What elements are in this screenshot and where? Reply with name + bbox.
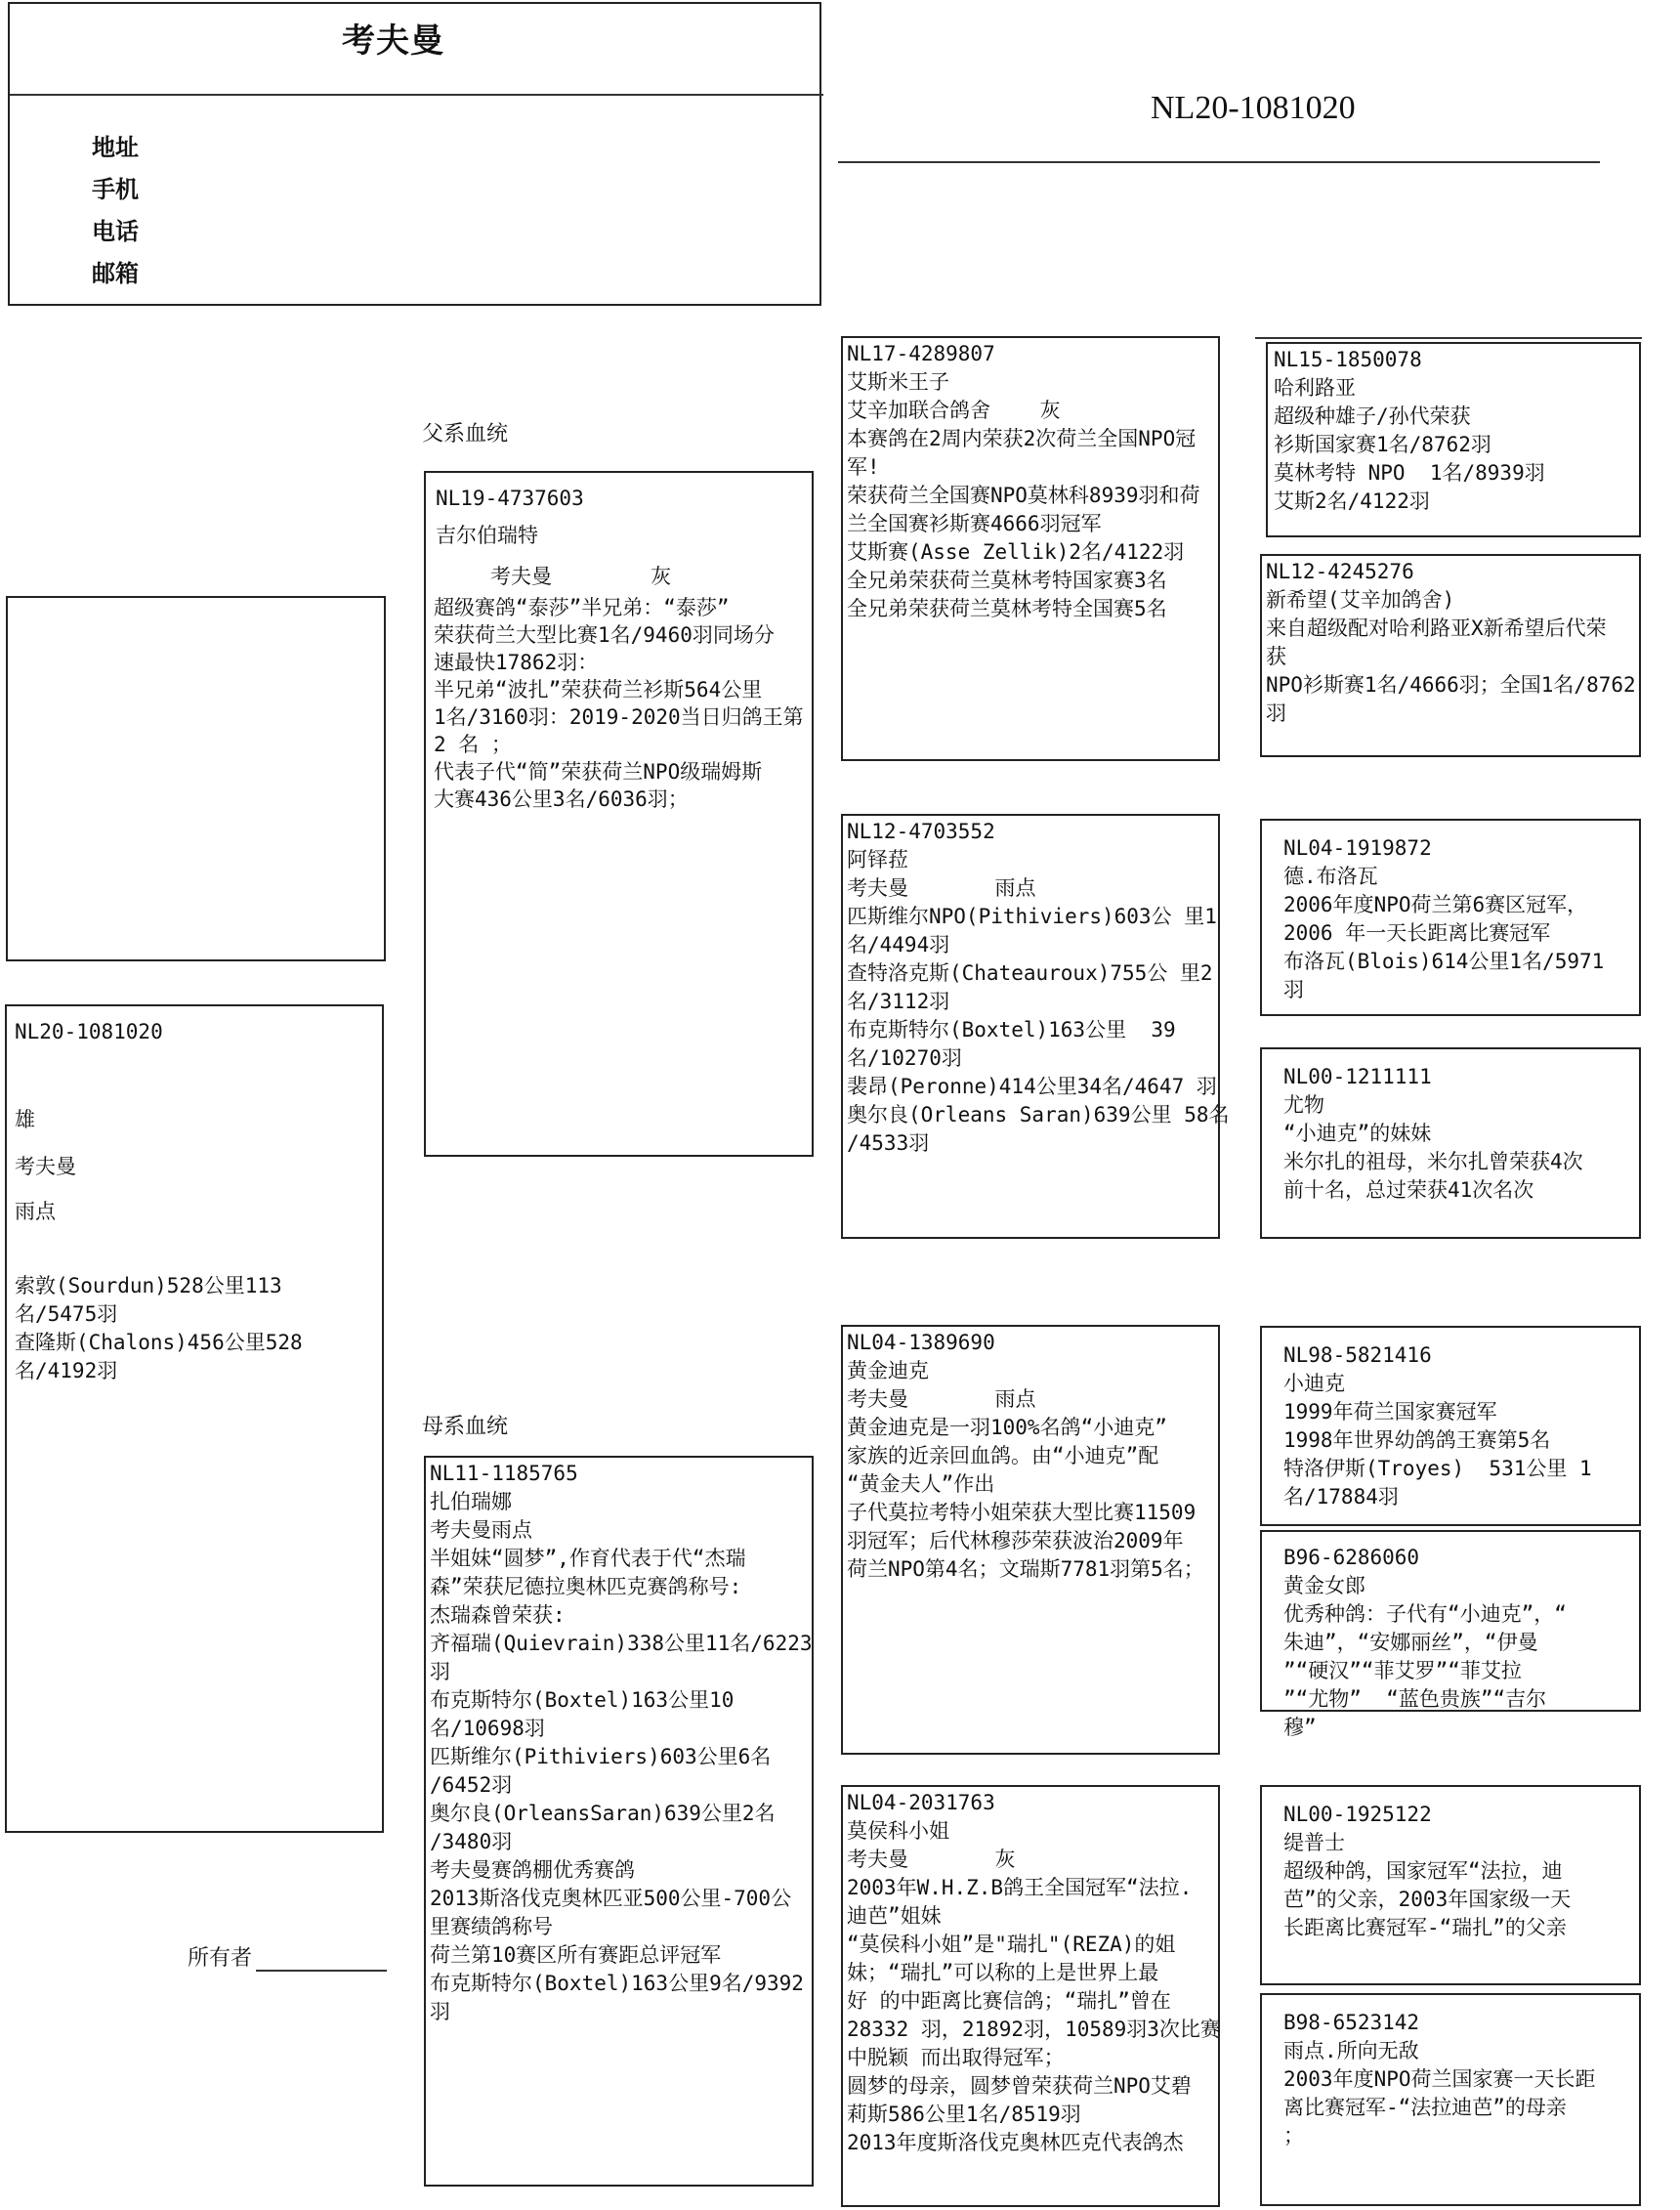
gen3-line: 妹；“瑞扎”可以称的上是世界上最 [847,1961,1159,1984]
maternal-label: 母系血统 [422,1415,509,1439]
dam-note-line: 森”荣获尼德拉奥林匹克赛鸽称号: [430,1575,742,1598]
gen4-name: 哈利路亚 [1274,376,1356,400]
gen4-name: 雨点.所向无敌 [1283,2039,1419,2062]
dam-note-line: /6452羽 [430,1773,513,1797]
contact-labels [92,127,139,295]
gen4-line: 长距离比赛冠军-“瑞扎”的父亲 [1283,1916,1567,1939]
subject-result-line: 查隆斯(Chalons)456公里528 [15,1331,303,1354]
granddam-paternal-box [841,814,1230,1239]
gen4-line: ”“尤物” “蓝色贵族”“吉尔 [1283,1687,1547,1711]
subject-breed: 考夫曼 [15,1155,76,1178]
gen4-box-1 [1266,342,1641,537]
gen4-name: 德.布洛瓦 [1283,865,1378,888]
gen4-name: 缇普士 [1283,1831,1345,1854]
gen3-line: 名/3112羽 [847,990,950,1013]
gen4-line: 艾斯2名/4122羽 [1274,489,1430,513]
gen3-line: 羽冠军；后代林穆莎荣获波治2009年 [847,1529,1184,1552]
gen4-box-3 [1260,819,1641,1016]
dam-note-line: /3480羽 [430,1830,513,1853]
sire-note-line: 荣获荷兰大型比赛1名/9460羽同场分 [434,623,775,647]
gen3-line: 艾辛加联合鸽舍 灰 [847,399,1061,422]
subject-ring: NL20-1081020 [15,1020,163,1043]
dam-name: 扎伯瑞娜 [430,1490,512,1513]
dam-note-line: 名/10698羽 [430,1717,545,1740]
gen4-line: 名/17884羽 [1283,1485,1399,1509]
sire-note-line: 2 名 ； [434,733,512,756]
gen4-line: “小迪克”的妹妹 [1283,1122,1432,1145]
gen4-line: 2003年度NPO荷兰国家赛一天长距 [1283,2067,1596,2091]
gen4-name: 新希望(艾辛加鸽舍) [1266,588,1455,612]
dam-note-line: 匹斯维尔(Pithiviers)603公里6名 [430,1745,772,1768]
gen4-line: 离比赛冠军-“法拉迪芭”的母亲 [1283,2096,1567,2119]
gen3-line: /4533羽 [847,1131,930,1155]
gen4-name: 尤物 [1283,1093,1324,1117]
gen3-ring: NL04-1389690 [847,1331,995,1354]
subject-sex: 雄 [15,1108,35,1131]
gen4-line: 特洛伊斯(Troyes) 531公里 1 [1283,1457,1592,1480]
gen3-line: 全兄弟荣获荷兰莫林考特国家赛3名 [847,569,1167,592]
gen3-line: 全兄弟荣获荷兰莫林考特全国赛5名 [847,597,1167,620]
gen4-box-2 [1260,554,1641,757]
gen3-line: 艾斯赛(Asse Zellik)2名/4122羽 [847,540,1185,564]
subject-result-line: 索敦(Sourdun)528公里113 [15,1274,282,1297]
gen4-line: 1999年荷兰国家赛冠军 [1283,1400,1497,1424]
dam-note-line: 杰瑞森曾荣获: [430,1603,566,1627]
dam-note-line: 羽 [430,2000,450,2023]
gen3-line: 考夫曼 雨点 [847,1387,1036,1411]
gen3-line: 荷兰NPO第4名；文瑞斯7781羽第5名； [847,1557,1204,1581]
dam-note-line: 荷兰第10赛区所有赛距总评冠军 [430,1943,722,1967]
sire-note-line: 代表子代“简”荣获荷兰NPO级瑞姆斯 [434,760,763,784]
paternal-label: 父系血统 [422,422,509,446]
gen4-name: 黄金女郎 [1283,1574,1365,1597]
gen4-line: 2006年度NPO荷兰第6赛区冠军， [1283,893,1588,916]
sire-note-line: 半兄弟“波扎”荣获荷兰衫斯564公里 [434,678,763,701]
gen3-line: “莫侯科小姐”是"瑞扎"(REZA)的姐 [847,1933,1176,1956]
gen4-line: 米尔扎的祖母，米尔扎曾荣获4次 [1283,1150,1583,1173]
gen3-line: 名/10270羽 [847,1046,962,1070]
header-box [8,2,821,306]
gen3-line: 黄金迪克是一羽100%名鸽“小迪克” [847,1416,1167,1439]
gen4-ring: B96-6286060 [1283,1546,1420,1569]
gen4-line: 羽 [1283,978,1304,1001]
gen4-line: 前十名，总过荣获41次名次 [1283,1178,1534,1202]
gen4-line: 莫林考特 NPO 1名/8939羽 [1274,461,1545,485]
gen3-name: 阿铎菈 [847,848,908,871]
dam-note-line: 布克斯特尔(Boxtel)163公里9名/9392 [430,1972,804,1995]
gen4-line: 朱迪”，“安娜丽丝”，“伊曼 [1283,1631,1538,1654]
gen3-line: 考夫曼 灰 [847,1848,1016,1871]
gen4-line: NPO衫斯赛1名/4666羽；全国1名/8762 [1266,673,1636,697]
gen4-box-7 [1260,1785,1641,1985]
gen4-line: 穆” [1283,1716,1317,1739]
sire-name: 吉尔伯瑞特 [436,524,538,547]
gen4-box-4 [1260,1047,1641,1239]
sire-notes [434,594,804,813]
gen3-line: 布克斯特尔(Boxtel)163公里 39 [847,1018,1176,1041]
owner-signature-line [256,1970,387,1972]
gen4-line: 超级种鸽，国家冠军“法拉，迪 [1283,1859,1563,1883]
gen3-line: “黄金夫人”作出 [847,1472,995,1496]
gen4-line: ； [1283,2124,1304,2147]
gen3-line: 子代莫拉考特小姐荣获大型比赛11509 [847,1501,1197,1524]
sire-note-line: 速最快17862羽： [434,651,599,674]
sire-box [424,471,814,1157]
gen3-line: 家族的近亲回血鸽。由“小迪克”配 [847,1444,1159,1467]
header-ring-number: NL20-1081020 [1151,90,1356,126]
gen4-line: 获 [1266,645,1286,668]
dam-breed-color: 考夫曼雨点 [430,1518,532,1542]
gen4-line: 超级种雄子/孙代荣获 [1274,404,1471,428]
header-title: 考夫曼 [342,21,444,61]
gen4-line: ”“硬汉”“菲艾罗”“菲艾拉 [1283,1659,1522,1682]
gen3-line: 迪芭”姐妹 [847,1904,942,1928]
subject-result-line: 名/4192羽 [15,1359,118,1382]
dam-note-line: 考夫曼赛鸽棚优秀赛鸽 [430,1858,635,1882]
gen3-line: 兰全国赛衫斯赛4666羽冠军 [847,512,1102,535]
gen4-ring: NL98-5821416 [1283,1343,1432,1367]
sire-note-line: 大赛436公里3名/6036羽； [434,787,689,811]
email-label: 邮箱 [92,260,139,287]
dam-note-line: 齐福瑞(Quievrain)338公里11名/6223 [430,1632,813,1655]
granddam-maternal-box [841,1785,1220,2207]
gen3-line: 好 的中距离比赛信鸽；“瑞扎”曾在 [847,1989,1171,2013]
dam-note-line: 里赛绩鸽称号 [430,1915,553,1938]
gen3-line: 2003年W.H.Z.B鸽王全国冠军“法拉. [847,1876,1193,1899]
gen4-line: 芭”的父亲，2003年国家级一天 [1283,1888,1572,1911]
gen3-line: 荣获荷兰全国赛NPO莫林科8939羽和荷 [847,484,1200,507]
mobile-label: 手机 [92,176,139,203]
dam-note-line: 2013斯洛伐克奥林匹亚500公里-700公 [430,1887,792,1910]
sire-ring: NL19-4737603 [436,487,584,510]
grandsire-paternal-box [841,336,1220,761]
gen3-line: 2013年度斯洛伐克奥林匹克代表鸽杰 [847,2131,1184,2154]
subject-results [15,1272,303,1385]
gen3-line: 查特洛克斯(Chateauroux)755公 里2 [847,961,1213,985]
dam-note-line: 奥尔良(OrleansSaran)639公里2名 [430,1802,776,1825]
gen4-line: 布洛瓦(Blois)614公里1名/5971 [1283,950,1605,973]
gen3-name: 黄金迪克 [847,1359,929,1382]
dam-note-line: 半姐妹“圆梦”,作育代表于代“杰瑞 [430,1547,746,1570]
gen4-box-8 [1260,1993,1641,2206]
owner-label: 所有者 [188,1946,253,1971]
address-label: 地址 [92,134,139,161]
gen4-box-5 [1260,1326,1641,1526]
sire-breed-color: 考夫曼 灰 [490,565,672,588]
header-divider [10,94,823,96]
gen3-line: 奥尔良(Orleans Saran)639公里 58名 [847,1103,1230,1126]
grandsire-maternal-box [841,1325,1220,1755]
gen3-line: 28332 羽，21892羽，10589羽3次比赛 [847,2018,1221,2041]
gen4-line: 1998年世界幼鸽鸽王赛第5名 [1283,1428,1551,1452]
gen4-ring: NL00-1925122 [1283,1803,1432,1826]
photo-frame [6,596,386,961]
gen3-line: 莉斯586公里1名/8519羽 [847,2103,1081,2126]
gen4-line: 来自超级配对哈利路亚X新希望后代荣 [1266,616,1607,640]
gen3-line: 中脱颖 而出取得冠军； [847,2046,1065,2069]
dam-ring: NL11-1185765 [430,1462,578,1485]
gen4-top-line [1255,337,1642,339]
gen3-name: 莫侯科小姐 [847,1819,949,1843]
gen3-line: 名/4494羽 [847,933,950,956]
gen3-line: 裴昂(Peronne)414公里34名/4647 羽 [847,1075,1217,1098]
subject-color: 雨点 [15,1200,56,1223]
gen3-line: 考夫曼 雨点 [847,876,1036,900]
gen4-ring: B98-6523142 [1283,2011,1420,2034]
gen3-ring: NL12-4703552 [847,820,995,843]
gen4-line: 优秀种鸽：子代有“小迪克”，“ [1283,1602,1567,1626]
gen3-ring: NL17-4289807 [847,342,995,365]
dam-box [424,1456,814,2187]
gen4-name: 小迪克 [1283,1372,1345,1395]
dam-note-line: 羽 [430,1660,450,1683]
gen4-line: 2006 年一天长距离比赛冠军 [1283,921,1551,945]
gen4-ring: NL15-1850078 [1274,348,1422,371]
gen3-name: 艾斯米王子 [847,370,949,394]
gen4-ring: NL04-1919872 [1283,836,1432,860]
gen4-ring: NL12-4245276 [1266,560,1414,583]
gen4-line: 羽 [1266,701,1286,725]
gen3-line: 军! [847,455,880,479]
gen3-line: 圆梦的母亲，圆梦曾荣获荷兰NPO艾碧 [847,2074,1192,2098]
header-ring-underline [838,161,1600,163]
gen4-box-6 [1260,1530,1641,1739]
subject-result-line: 名/5475羽 [15,1302,118,1326]
dam-note-line: 布克斯特尔(Boxtel)163公里10 [430,1688,735,1712]
gen4-line: 衫斯国家赛1名/8762羽 [1274,433,1491,456]
sire-note-line: 1名/3160羽：2019-2020当日归鸽王第 [434,705,804,729]
gen3-line: 本赛鸽在2周内荣获2次荷兰全国NPO冠 [847,427,1197,450]
gen3-ring: NL04-2031763 [847,1791,995,1814]
gen3-line: 匹斯维尔NPO(Pithiviers)603公 里1 [847,905,1217,928]
gen4-ring: NL00-1211111 [1283,1065,1432,1088]
subject-box [5,1004,384,1833]
phone-label: 电话 [92,218,139,245]
sire-note-line: 超级赛鸽“泰莎”半兄弟：“泰莎” [434,596,730,619]
